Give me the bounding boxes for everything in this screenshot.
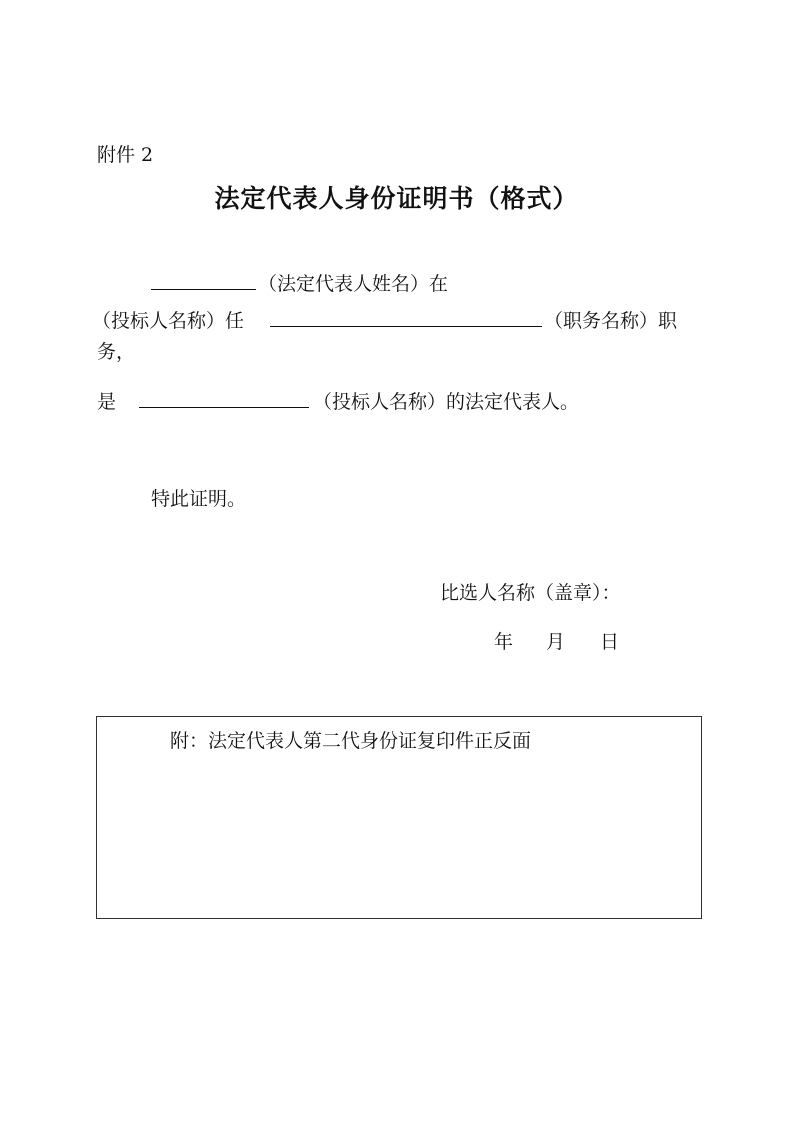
attachment-note: 附：法定代表人第二代身份证复印件正反面 (170, 730, 532, 752)
page-title: 法定代表人身份证明书（格式） (214, 184, 579, 213)
closing-statement: 特此证明。 (151, 488, 247, 510)
is-label: 是 (97, 391, 117, 413)
legal-representative-statement: （投标人名称）的法定代表人。 (313, 391, 580, 413)
representative-name-blank[interactable] (151, 289, 256, 290)
id-copy-attachment-box (96, 716, 702, 919)
bidder-name-label-1: （投标人名称）任 (92, 310, 245, 332)
position-suffix: 务， (97, 341, 136, 363)
position-title-label: （职务名称）职 (544, 310, 678, 332)
representative-name-label: （法定代表人姓名）在 (258, 273, 449, 295)
position-title-blank[interactable] (270, 326, 542, 327)
date-month: 月 (546, 631, 566, 653)
date-day: 日 (600, 631, 620, 653)
annex-label: 附件 2 (97, 144, 154, 166)
company-seal-label: 比选人名称（盖章）： (440, 582, 621, 604)
date-year: 年 (494, 631, 514, 653)
bidder-name-blank[interactable] (139, 407, 309, 408)
